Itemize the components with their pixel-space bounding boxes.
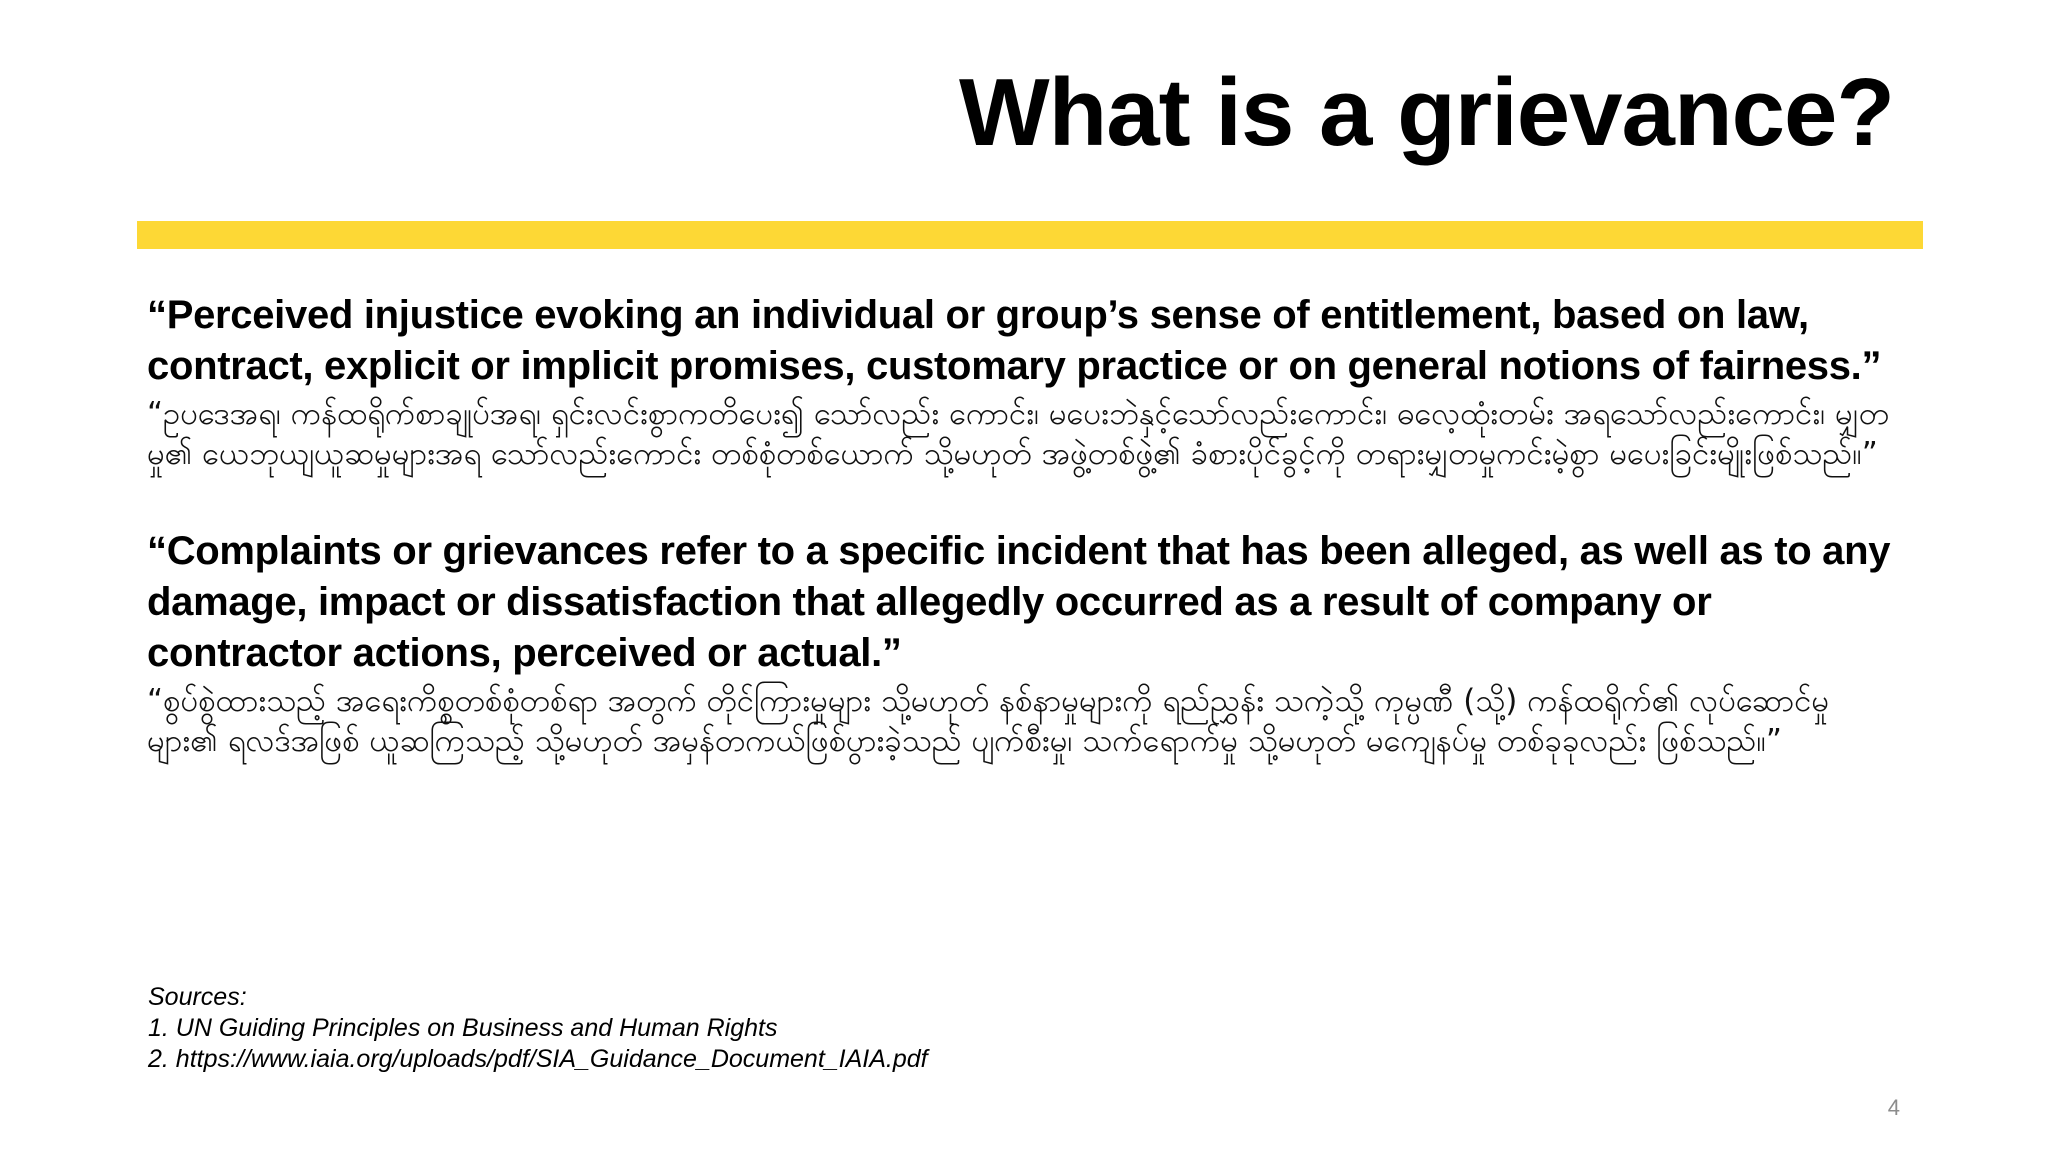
source-item-2: 2. https://www.iaia.org/uploads/pdf/SIA_Guidance_Document_IAIA.pdf bbox=[148, 1045, 928, 1073]
definition-burmese-1: “ဥပဒေအရ၊ ကန်ထရိုက်စာချုပ်အရ၊ ရှင်းလင်းစွာကတိပေး၍ သော်လည်း ကောင်း၊ မပေးဘဲနှင့်သော်လည်းကောင်း၊ ဓလေ့ထုံးတမ်း အရသော်လည်းကောင်း၊ မျှတမှု၏ ယေဘုယျယူဆမှုများအရ သော်လည်းကောင်း တစ်စုံတစ်ယောက် သို့မဟုတ် အဖွဲ့တစ်ဖွဲ့၏ ခံစားပိုင်ခွင့်ကို တရားမျှတမှုကင်းမဲ့စွာ မပေးခြင်းမျိုးဖြစ်သည်။” bbox=[147, 396, 1890, 472]
sources-section bbox=[148, 982, 928, 1075]
definition-block-1 bbox=[147, 290, 1907, 474]
definition-english-1: “Perceived injustice evoking an individual or group’s sense of entitlement, based on law, contract, explicit or implicit promises, customary practice or on general notions of fairness.” bbox=[147, 293, 1882, 388]
definition-burmese-2: “စွပ်စွဲထားသည့် အရေးကိစ္စတစ်စုံတစ်ရာ အတွက် တိုင်ကြားမှုများ သို့မဟုတ် နစ်နာမှုများကို ရည်ညွှန်း သကဲ့သို့ ကုမ္ပဏီ (သို့) ကန်ထရိုက်၏ လုပ်ဆောင်မှု များ၏ ရလဒ်အဖြစ် ယူဆကြသည့် သို့မဟုတ် အမှန်တကယ်ဖြစ်ပွားခဲ့သည် ပျက်စီးမှု၊ သက်ရောက်မှု သို့မဟုတ် မကျေနပ်မှု တစ်ခုခုလည်း ဖြစ်သည်။” bbox=[147, 683, 1830, 759]
definition-english-2: “Complaints or grievances refer to a specific incident that has been alleged, as well as to any damage, impact or dissatisfaction that allegedly occurred as a result of company or contractor actions, perceived or actual.” bbox=[147, 529, 1891, 675]
title-accent-bar bbox=[137, 221, 1923, 249]
definition-block-2 bbox=[147, 526, 1907, 761]
slide-title: What is a grievance? bbox=[959, 59, 1894, 166]
sources-heading: Sources: bbox=[148, 983, 247, 1011]
page-number: 4 bbox=[1887, 1095, 1900, 1120]
slide-body bbox=[147, 290, 1907, 761]
source-item-1: 1. UN Guiding Principles on Business and Human Rights bbox=[148, 1014, 778, 1042]
